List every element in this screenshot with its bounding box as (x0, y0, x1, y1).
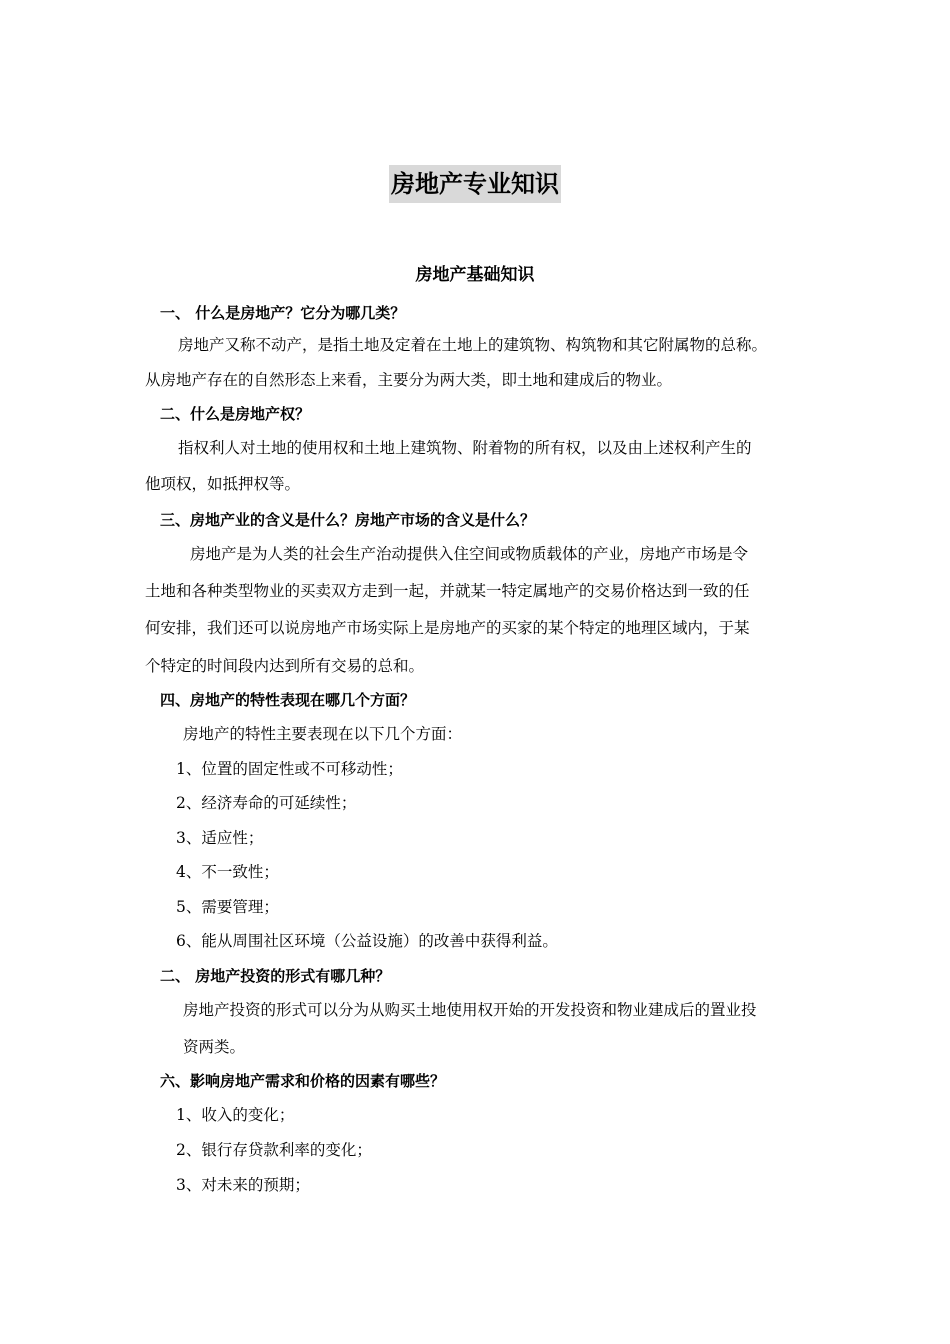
section-5-heading: 二、 房地产投资的形式有哪几种？ (160, 967, 391, 985)
section-2-heading: 二、什么是房地产权？ (160, 405, 311, 423)
section-4-list-item: 4、不一致性； (176, 863, 279, 881)
section-5-paragraph-line: 资两类。 (183, 1038, 246, 1056)
section-4-intro: 房地产的特性主要表现在以下几个方面： (183, 725, 463, 743)
section-6-list-item: 3、对未来的预期； (176, 1176, 310, 1194)
section-1-heading: 一、 什么是房地产？它分为哪几类？ (160, 304, 406, 322)
section-3-paragraph-line: 何安排，我们还可以说房地产市场实际上是房地产的买家的某个特定的地理区域内，于某 (145, 619, 750, 637)
section-3-paragraph-line: 土地和各种类型物业的买卖双方走到一起，并就某一特定属地产的交易价格达到一致的任 (145, 582, 750, 600)
section-4-list-item: 5、需要管理； (176, 898, 279, 916)
section-2-paragraph-line: 指权利人对土地的使用权和土地上建筑物、附着物的所有权，以及由上述权利产生的 (178, 439, 752, 457)
section-4-list-item: 6、能从周围社区环境（公益设施）的改善中获得利益。 (176, 932, 558, 950)
section-4-heading: 四、房地产的特性表现在哪几个方面？ (160, 691, 416, 709)
section-4-list-item: 3、适应性； (176, 829, 264, 847)
section-4-list-item: 2、经济寿命的可延续性； (176, 794, 357, 812)
document-title-block (0, 165, 950, 203)
section-6-list-item: 1、收入的变化； (176, 1106, 295, 1124)
section-3-heading: 三、房地产业的含义是什么？房地产市场的含义是什么？ (160, 511, 536, 529)
document-title: 房地产专业知识 (389, 165, 561, 203)
section-4-list-item: 1、位置的固定性或不可移动性； (176, 760, 403, 778)
section-1-paragraph-line: 从房地产存在的自然形态上来看，主要分为两大类，即土地和建成后的物业。 (145, 371, 673, 389)
section-3-paragraph-line: 房地产是为人类的社会生产治动提供入住空间或物质载体的产业，房地产市场是令 (190, 545, 749, 563)
section-6-heading: 六、影响房地产需求和价格的因素有哪些？ (160, 1072, 446, 1090)
section-3-paragraph-line: 个特定的时间段内达到所有交易的总和。 (145, 657, 425, 675)
section-2-paragraph-line: 他项权，如抵押权等。 (145, 475, 301, 493)
document-subtitle: 房地产基础知识 (415, 265, 535, 285)
section-1-paragraph-line: 房地产又称不动产，是指土地及定着在土地上的建筑物、构筑物和其它附属物的总称。 (178, 336, 768, 354)
section-6-list-item: 2、银行存贷款利率的变化； (176, 1141, 372, 1159)
section-5-paragraph-line: 房地产投资的形式可以分为从购买土地使用权开始的开发投资和物业建成后的置业投 (183, 1001, 757, 1019)
